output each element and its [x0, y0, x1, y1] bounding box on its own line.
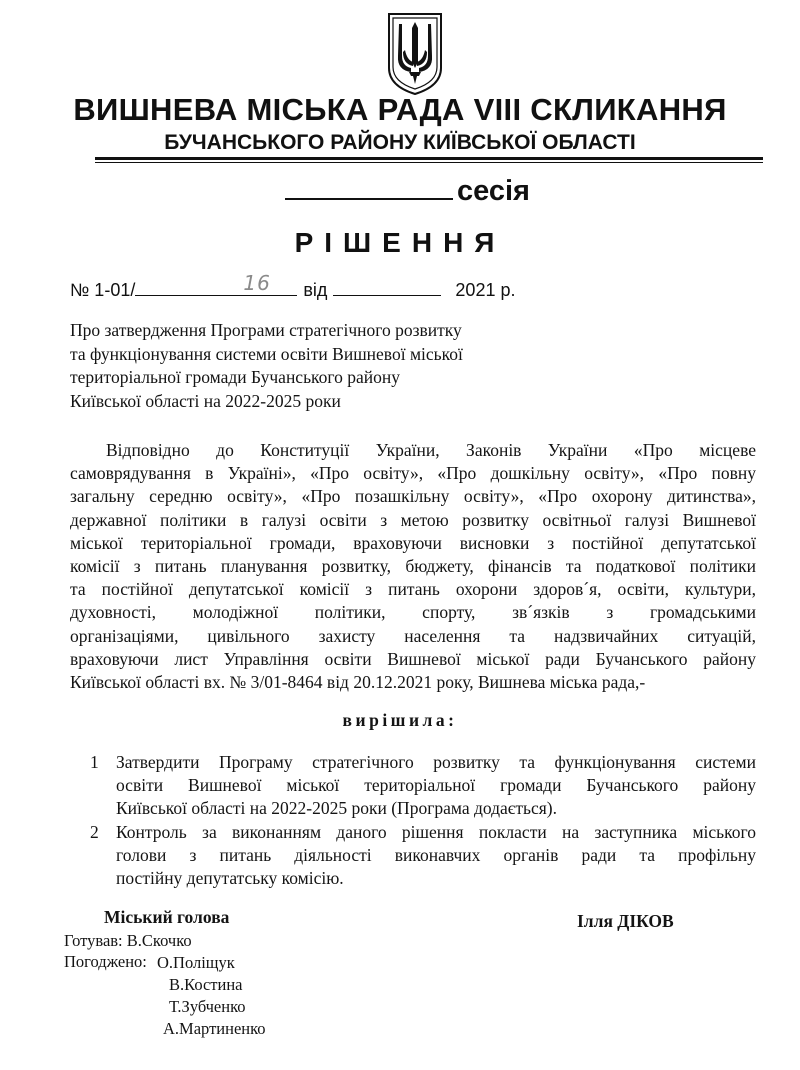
agreed-name: А.Мартиненко [163, 1019, 266, 1038]
preamble-line: враховуючи лист Управління освіти Вишневої міської ради Бучанського району [70, 648, 756, 669]
decision-number-line [70, 271, 516, 301]
subject-line: територіальної громади Бучанського району [70, 367, 401, 387]
subject-line: та функціонування системи освіти Вишневої міської [70, 343, 463, 364]
header-rule-thin [95, 162, 763, 163]
session-number-blank [285, 172, 453, 200]
item-line: постійну депутатську комісію. [116, 868, 344, 889]
date-blank [333, 277, 441, 296]
preamble-line: Київської області вх. № 3/01-8464 від 20.12.2021 року, Вишнева міська рада,- [70, 672, 646, 693]
session-line [285, 172, 530, 208]
handwritten-number: 16 [243, 271, 271, 295]
number-prefix: № 1-01/ [70, 280, 136, 300]
preamble-line: державної політики в галузі освіти з метою розвитку освітньої галузі Вишневої [70, 509, 756, 530]
resolved-heading: вирішила: [342, 710, 458, 730]
preamble-line: духовності, молодіжної політики, спорту, зв´язків з громадськими [70, 602, 756, 623]
item-line: голови з питань діяльності виконавчих органів ради та профільну [116, 845, 756, 866]
prepared-by: Готував: В.Скочко [64, 931, 192, 950]
header-rule-thick [95, 157, 763, 160]
from-label: від [303, 280, 328, 300]
item-line: Затвердити Програму стратегічного розвитку та функціонування системи [116, 752, 756, 772]
preamble-line: комісії з питань планування розвитку, бюджету, фінансів та податкової політики [70, 556, 756, 577]
number-blank [135, 271, 297, 296]
document-type-title: РІШЕННЯ [294, 227, 506, 258]
resolution-item [90, 821, 756, 891]
item-line: освіти Вишневої міської територіальної громади Бучанського району [116, 775, 756, 796]
mayor-title: Міський голова [104, 907, 230, 927]
item-line: Київської області на 2022-2025 роки (Програма додається). [116, 798, 557, 819]
subject-line: Про затвердження Програми стратегічного розвитку [70, 320, 462, 340]
agreed-name: О.Поліщук [157, 953, 235, 972]
mayor-name: Ілля ДІКОВ [577, 911, 674, 931]
item-number: 2 [90, 822, 99, 842]
council-name: ВИШНЕВА МІСЬКА РАДА VIII СКЛИКАННЯ [73, 92, 727, 127]
decision-subject [70, 319, 540, 413]
preamble-line: організаціями, цивільного захисту населення та надзвичайних ситуацій, [70, 625, 756, 646]
preamble-line: та постійної депутатської комісії з питань охорони здоров´я, освіти, культури, [70, 579, 756, 600]
agreed-name: В.Костина [169, 975, 243, 994]
preamble-line: загальну середню освіту», «Про позашкільну освіту», «Про охорону дитинства», [70, 486, 756, 507]
preamble-line: Відповідно до Конституції України, Законів України «Про місцеве [106, 440, 756, 460]
agreed-label: Погоджено: [64, 952, 147, 971]
session-label: сесія [457, 175, 530, 207]
year-label: 2021 р. [455, 280, 516, 300]
item-line: Контроль за виконанням даного рішення покласти на заступника міського [116, 822, 756, 842]
item-number: 1 [90, 752, 99, 772]
preamble-line: самоврядування в Україні», «Про освіту», «Про дошкільну освіту», «Про повну [70, 463, 756, 484]
district-name: БУЧАНСЬКОГО РАЙОНУ КИЇВСЬКОЇ ОБЛАСТІ [164, 131, 636, 154]
agreed-name: Т.Зубченко [169, 997, 246, 1016]
preamble-line: міської територіальної громади, враховуючи висновки з постійної депутатської [70, 532, 756, 553]
trident-emblem-icon [385, 10, 445, 96]
preamble-paragraph [70, 439, 756, 694]
resolution-item [90, 751, 756, 821]
subject-line: Київської області на 2022-2025 роки [70, 390, 341, 411]
